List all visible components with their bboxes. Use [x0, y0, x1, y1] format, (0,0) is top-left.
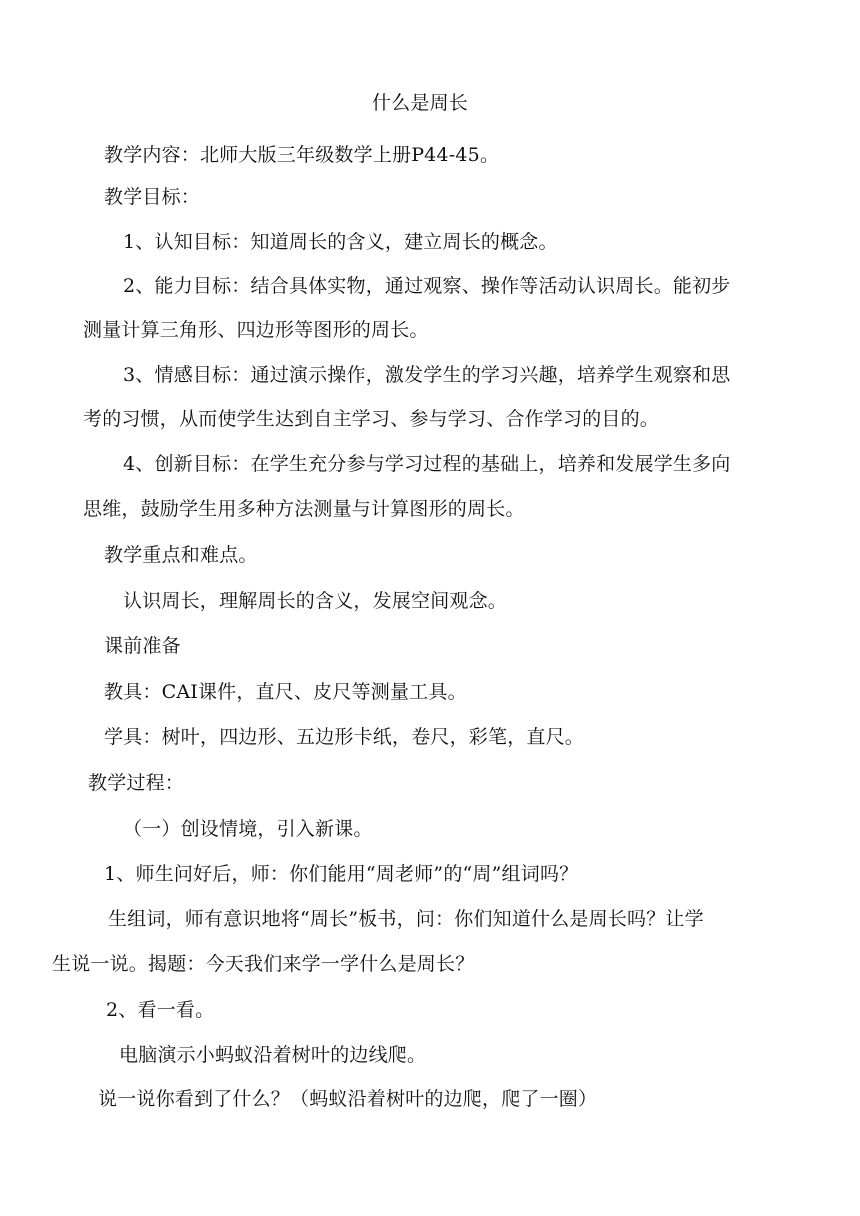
text-line-section-1: （一）创设情境，引入新课。 [123, 818, 373, 840]
text-line-objective-3: 3、情感目标：通过演示操作，激发学生的学习兴趣，培养学生观察和思 [123, 364, 731, 386]
text-line-key-points-heading: 教学重点和难点。 [104, 544, 258, 566]
text-line-step-2-demo: 电脑演示小蚂蚁沿着树叶的边线爬。 [119, 1044, 427, 1066]
text-line-step-1: 1、师生问好后，师：你们能用“周老师”的“周”组词吗？ [104, 863, 579, 885]
text-line-content: 教学内容：北师大版三年级数学上册P44-45。 [104, 144, 500, 166]
text-line-key-points: 认识周长，理解周长的含义，发展空间观念。 [123, 590, 508, 612]
text-line-step-2-question: 说一说你看到了什么？（蚂蚁沿着树叶的边爬，爬了一圈） [98, 1088, 598, 1110]
text-line-objective-3-cont: 考的习惯，从而使学生达到自主学习、参与学习、合作学习的目的。 [83, 408, 660, 430]
text-line-step-1-detail: 生组词，师有意识地将“周长”板书，问：你们知道什么是周长吗？让学 [108, 908, 704, 930]
text-line-learning-aids: 学具：树叶，四边形、五边形卡纸，卷尺，彩笔，直尺。 [104, 726, 585, 748]
text-line-objective-1: 1、认知目标：知道周长的含义，建立周长的概念。 [123, 231, 558, 253]
text-line-objective-4-cont: 思维，鼓励学生用多种方法测量与计算图形的周长。 [83, 498, 525, 520]
text-line-objectives-heading: 教学目标： [104, 186, 201, 208]
text-line-objective-2: 2、能力目标：结合具体实物，通过观察、操作等活动认识周长。能初步 [123, 275, 731, 297]
text-line-objective-2-cont: 测量计算三角形、四边形等图形的周长。 [83, 319, 429, 341]
text-line-teaching-aids: 教具：CAI课件，直尺、皮尺等测量工具。 [104, 681, 467, 703]
document-title: 什么是周长 [372, 92, 469, 114]
text-line-step-2: 2、看一看。 [106, 999, 215, 1021]
text-line-step-1-detail-cont: 生说一说。揭题：今天我们来学一学什么是周长？ [52, 953, 475, 975]
text-line-preparation-heading: 课前准备 [104, 635, 181, 657]
text-line-objective-4: 4、创新目标：在学生充分参与学习过程的基础上，培养和发展学生多向 [123, 453, 731, 475]
text-line-process-heading: 教学过程： [88, 772, 185, 794]
